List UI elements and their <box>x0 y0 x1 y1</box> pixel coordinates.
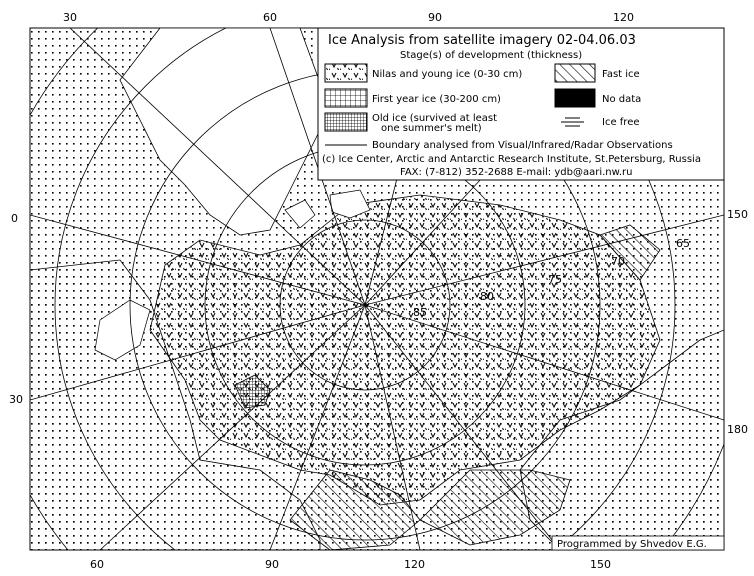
legend-boundary-note: Boundary analysed from Visual/Infrared/Radar Observations <box>372 140 673 151</box>
lon-top-60: 60 <box>263 11 277 24</box>
legend-swatch-first-year <box>325 89 367 107</box>
lat-label-65: 65 <box>676 237 690 250</box>
legend-label-first-year: First year ice (30-200 cm) <box>372 94 501 105</box>
legend-label-ice-free: Ice free <box>602 117 640 128</box>
legend-subtitle: Stage(s) of development (thickness) <box>400 50 583 61</box>
legend-contact: FAX: (7-812) 352-2688 E-mail: ydb@aari.nw.ru <box>400 167 633 178</box>
legend-swatch-old-ice <box>325 113 367 131</box>
lon-bottom-90: 90 <box>265 558 279 571</box>
lon-bottom-60: 60 <box>90 558 104 571</box>
legend-title: Ice Analysis from satellite imagery 02-04.06.03 <box>328 33 636 48</box>
lon-bottom-120: 120 <box>404 558 425 571</box>
legend-label-young-ice: Nilas and young ice (0-30 cm) <box>372 69 523 80</box>
legend-label-old-ice-2: one summer's melt) <box>381 123 482 134</box>
legend-swatch-fast-ice <box>555 64 595 82</box>
lon-left-30: 30 <box>9 393 23 406</box>
legend <box>318 28 724 180</box>
lon-top-120: 120 <box>613 11 634 24</box>
lon-right-180: 180 <box>727 423 748 436</box>
legend-swatch-no-data <box>555 89 595 107</box>
legend-label-old-ice: Old ice (survived at least <box>372 113 498 124</box>
footer-programmed-by: Programmed by Shvedov E.G. <box>557 539 707 550</box>
lat-label-80: 80 <box>480 290 494 303</box>
legend-label-no-data: No data <box>602 94 642 105</box>
legend-swatch-young-ice <box>325 64 367 82</box>
lat-label-75: 75 <box>548 273 562 286</box>
legend-credit: (c) Ice Center, Arctic and Antarctic Research Institute, St.Petersburg, Russia <box>322 154 701 165</box>
legend-label-fast-ice: Fast ice <box>602 69 640 80</box>
lon-top-90: 90 <box>428 11 442 24</box>
lon-left-0: 0 <box>11 212 18 225</box>
lon-top-30: 30 <box>63 11 77 24</box>
lat-label-70: 70 <box>611 255 625 268</box>
lon-bottom-150: 150 <box>590 558 611 571</box>
lon-right-150: 150 <box>727 208 748 221</box>
lat-label-85: 85 <box>413 306 427 319</box>
